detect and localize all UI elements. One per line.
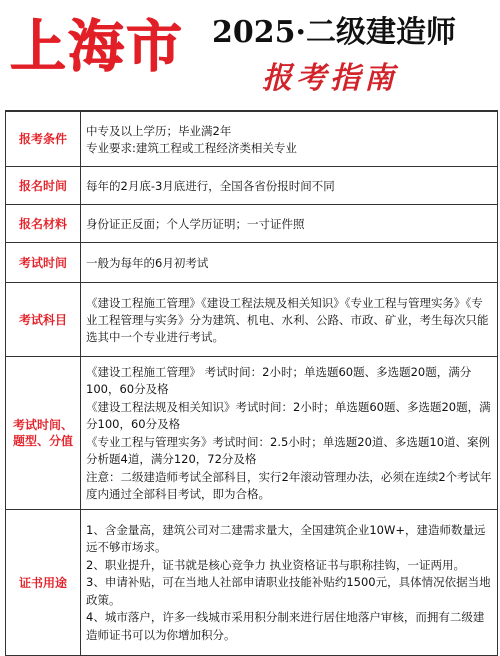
row-label: 报考条件 (6, 112, 81, 166)
row-label: 证书用途 (6, 510, 81, 655)
row-text: 每年的2月底-3月底进行，全国各省份报时间不同 (86, 178, 335, 193)
row-content (81, 357, 497, 509)
row-text: 《建设工程法规及相关知识》考试时间：2小时；单选题60题、多选题20题，满分100，60分及格 (86, 399, 491, 431)
row-label: 报名材料 (6, 205, 81, 242)
row-content (81, 112, 497, 166)
row-text: 1、含金量高，建筑公司对二建需求量大，全国建筑企业10W+，建造师数量远远不够市场求。 (86, 522, 486, 555)
table-row-materials (6, 205, 497, 243)
table-row-certificate-uses (6, 510, 497, 656)
row-content (81, 510, 497, 655)
row-content (81, 283, 497, 356)
row-content (81, 205, 497, 242)
row-text: 2、职业提升，证书就是核心竞争力 执业资格证书与职称挂钩，一证两用。 (86, 557, 465, 572)
page-title: 2025·二级建造师 (212, 15, 456, 50)
header (0, 0, 500, 108)
row-label: 考试时间 (6, 243, 81, 282)
row-text: 注意：二级建造师考试全部科目，实行2年滚动管理办法，必须在连续2个考试年度内通过全部科目考试，即为合格。 (86, 469, 492, 501)
guide-table (5, 110, 498, 656)
row-text: 中专及以上学历；毕业满2年 (86, 123, 232, 138)
row-text: 4、城市落户，许多一线城市采用积分制来进行居住地落户审核，而拥有二级建造师证书可以为你增加积分。 (86, 610, 485, 642)
row-label: 考试时间、题型、分值 (6, 357, 81, 509)
row-text: 一般为每年的6月初考试 (86, 255, 209, 270)
row-content (81, 167, 497, 204)
table-row-exam-time (6, 243, 497, 283)
row-label: 考试科目 (6, 283, 81, 356)
row-content (81, 243, 497, 282)
row-text: 3、申请补贴，可在当地人社部申请职业技能补贴约1500元，具体情况依据当地政策。 (86, 575, 491, 607)
table-row-exam-details (6, 357, 497, 510)
table-row-registration-time (6, 167, 497, 205)
table-row-subjects (6, 283, 497, 357)
row-text: 身份证正反面；个人学历证明；一寸证件照 (86, 216, 305, 231)
row-text: 《建设工程施工管理》《建设工程法规及相关知识》《专业工程与管理实务》《专业工程管理与实务》分为建筑、机电、水利、公路、市政、矿业，考生每次只能选其中一个专业进行考试。 (86, 295, 489, 344)
row-text: 专业要求:建筑工程或工程经济类相关专业 (86, 140, 297, 155)
row-label: 报名时间 (6, 167, 81, 204)
city-title: 上海市 (10, 15, 184, 80)
row-text: 《建设工程施工管理》 考试时间：2小时；单选题60题、多选题20题，满分100，60分及格 (86, 364, 472, 396)
row-text: 《专业工程与管理实务》考试时间：2.5小时；单选题20道、多选题10道、案例分析题4道，满分120，72分及格 (86, 434, 491, 466)
table-row-requirements (6, 112, 497, 167)
page-subtitle: 报考指南 (262, 61, 398, 96)
